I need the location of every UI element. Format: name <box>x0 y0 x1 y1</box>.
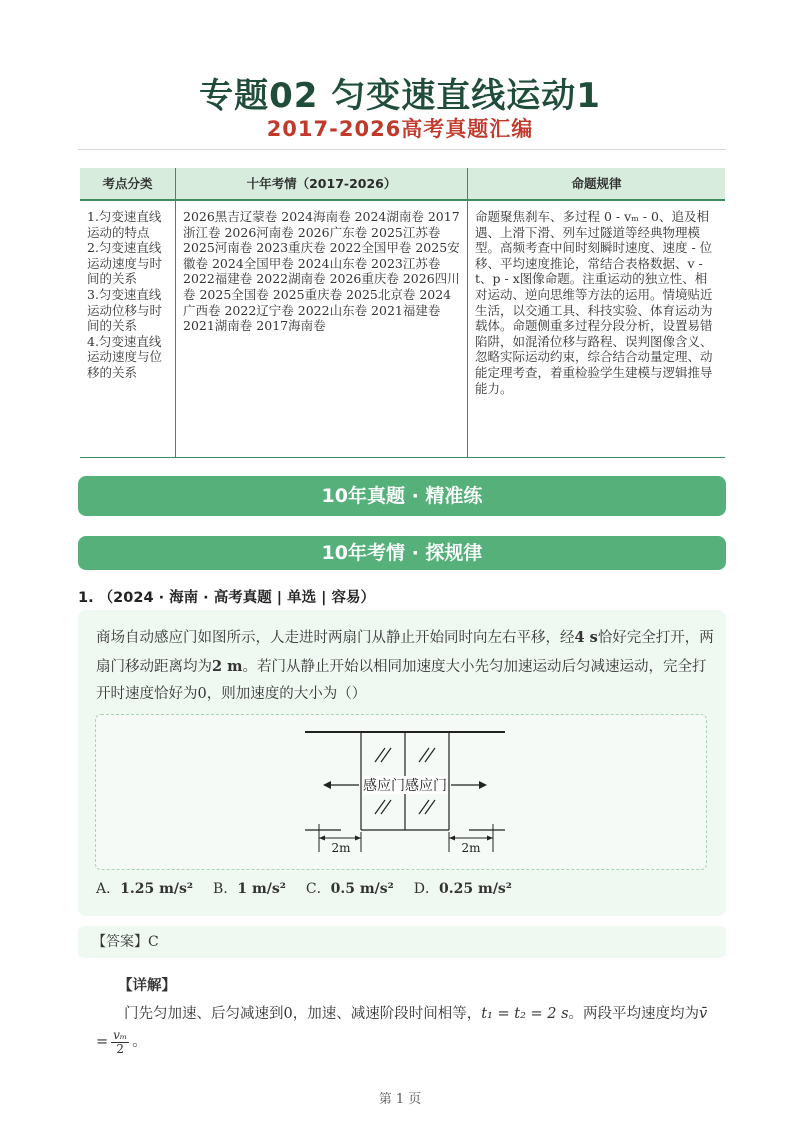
question-number: 1. <box>78 590 94 606</box>
section-banner-practice: 10年真题 · 精准练 <box>78 476 726 516</box>
cell-pattern: 命题聚焦刹车、多过程 0 - vₘ - 0、追及相遇、上滑下滑、列车过隧道等经典物理模型。高频考查中间时刻瞬时速度、速度 - 位移、平均速度推论，常结合表格数据、v - t、p - x图像命题。注重运动的独立性、相对运动、逆向思维等方法的运用。情境贴近生活，以交通工具、科技实验、体育运动为载体。命题侧重多过程分段分析，设置易错陷阱，如混淆位移与路程、误判图像含义、忽略实际运动约束，综合结合动量定理、动能定理考查，着重检验学生建模与逻辑推导能力。 <box>468 200 726 458</box>
detail-label: 【详解】 <box>118 977 176 994</box>
time-value: 4 s <box>574 629 598 646</box>
table-header-row <box>80 168 725 200</box>
left-dimension: 2m <box>331 841 351 854</box>
page-title: 专题02 匀变速直线运动1 <box>199 76 601 116</box>
option-c[interactable]: C．0.5 m/s² <box>305 881 394 897</box>
option-b[interactable]: B．1 m/s² <box>213 881 286 897</box>
table-row <box>80 200 725 458</box>
page-subtitle: 2017-2026高考真题汇编 <box>266 117 534 141</box>
right-dimension: 2m <box>461 841 481 854</box>
answer-label: 【答案】 <box>92 934 148 950</box>
question-source: （2024 · 海南 · 高考真题 | 单选 | 容易） <box>98 590 376 606</box>
cell-categories: 1.匀变速直线运动的特点 2.匀变速直线运动速度与时间的关系 3.匀变速直线运动位移与时间的关系 4.匀变速直线运动速度与位移的关系 <box>87 209 163 380</box>
cell-exam-list: 2026黑吉辽蒙卷 2024海南卷 2024湖南卷 2017浙江卷 2026河南卷 2026广东卷 2025江苏卷 2025河南卷 2023重庆卷 2022全国甲卷 2025安徽卷 2024全国甲卷 2024山东卷 2023江苏卷 2022福建卷 2022湖南卷 2026重庆卷 2026四川卷 2025全国卷 2025重庆卷 2025北京卷 2024广西卷 2022辽宁卷 2022山东卷 2021福建卷 2021湖南卷 2017海南卷 <box>176 200 468 458</box>
time-equation: t₁ = t₂ = 2 s <box>481 1006 569 1022</box>
answer-value: C <box>148 934 159 950</box>
answer-options <box>96 878 512 898</box>
option-d[interactable]: D．0.25 m/s² <box>413 881 512 897</box>
header-category: 考点分类 <box>80 168 176 200</box>
arrow-right-icon <box>479 781 487 789</box>
question-text: 商场自动感应门如图所示，人走进时两扇门从静止开始同时向左右平移，经4 s恰好完全打开，两扇门移动距离均为2 m。若门从静止开始以相同加速度大小先匀加速运动后匀减速运动，完全打开时速度恰好为0，则加速度的大小为（） <box>96 629 714 702</box>
avg-velocity-fraction: $\frac{\text{vₘ}}{2}$ <box>113 1027 128 1056</box>
page-number: 第 1 页 <box>378 1092 422 1107</box>
exam-overview-table <box>80 168 725 458</box>
door-label: 感应门感应门 <box>363 778 447 794</box>
header-pattern: 命题规律 <box>468 168 726 200</box>
title-divider <box>78 149 726 150</box>
auto-door-diagram <box>305 726 505 854</box>
header-exam-history: 十年考情（2017-2026） <box>176 168 468 200</box>
distance-value: 2 m <box>212 657 243 675</box>
question-header <box>78 586 375 607</box>
option-a[interactable]: A．1.25 m/s² <box>96 881 194 897</box>
section-banner-trend: 10年考情 · 探规律 <box>78 536 726 570</box>
answer-box <box>78 926 726 958</box>
arrow-left-icon <box>323 781 331 789</box>
detail-text: 门先匀加速、后匀减速到0，加速、减速阶段时间相等，t₁ = t₂ = 2 s。两段平均速度均为v̄ = $\frac{\text{vₘ}}{2}$ 。 <box>96 1006 708 1056</box>
